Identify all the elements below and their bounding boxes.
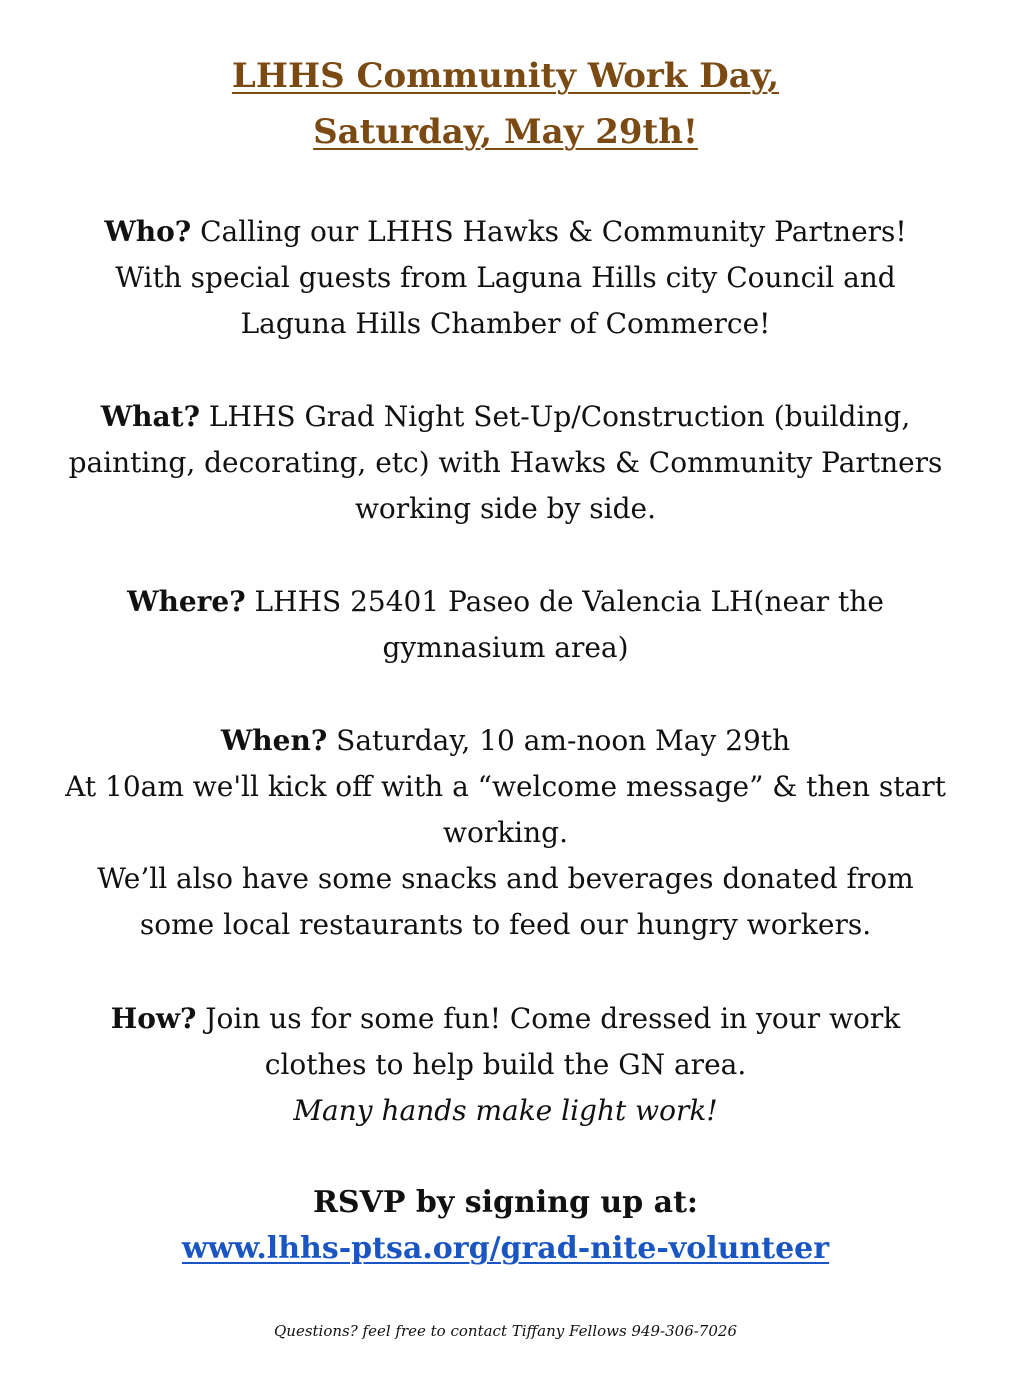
when-line-5: some local restaurants to feed our hungry workers. xyxy=(139,908,872,941)
how-line-1: Join us for some fun! Come dressed in your work xyxy=(196,1002,901,1035)
when-section xyxy=(20,718,991,948)
who-line-3: Laguna Hills Chamber of Commerce! xyxy=(240,307,771,340)
how-section xyxy=(20,996,991,1134)
who-label: Who? xyxy=(104,215,192,248)
when-label: When? xyxy=(220,724,328,757)
how-line-2: clothes to help build the GN area. xyxy=(264,1048,747,1081)
what-line-1: LHHS Grad Night Set-Up/Construction (building, xyxy=(200,400,911,433)
who-line-2: With special guests from Laguna Hills city Council and xyxy=(115,261,896,294)
how-label: How? xyxy=(110,1002,197,1035)
rsvp-section xyxy=(0,1180,1011,1272)
when-line-4: We’ll also have some snacks and beverages donated from xyxy=(97,862,914,895)
what-line-2: painting, decorating, etc) with Hawks & Community Partners xyxy=(68,446,943,479)
rsvp-text: RSVP by signing up at: xyxy=(312,1185,699,1220)
title-line-2: Saturday, May 29th! xyxy=(313,112,698,152)
page-title xyxy=(0,48,1011,160)
title-line-1: LHHS Community Work Day, xyxy=(231,56,780,96)
contact-footer: Questions? feel free to contact Tiffany Fellows 949-306-7026 xyxy=(273,1322,737,1340)
where-line-2: gymnasium area) xyxy=(382,631,629,664)
who-section xyxy=(20,209,991,347)
when-line-2: At 10am we'll kick off with a “welcome message” & then start xyxy=(65,770,946,803)
volunteer-signup-link[interactable]: www.lhhs-ptsa.org/grad-nite-volunteer xyxy=(181,1231,830,1266)
when-line-3: working. xyxy=(443,816,568,849)
what-label: What? xyxy=(100,400,201,433)
where-section xyxy=(20,579,991,671)
where-line-1: LHHS 25401 Paseo de Valencia LH(near the xyxy=(245,585,884,618)
who-line-1: Calling our LHHS Hawks & Community Partners! xyxy=(191,215,907,248)
how-tagline: Many hands make light work! xyxy=(293,1094,718,1127)
when-line-1: Saturday, 10 am-noon May 29th xyxy=(327,724,791,757)
what-line-3: working side by side. xyxy=(354,492,657,525)
what-section xyxy=(20,394,991,532)
where-label: Where? xyxy=(127,585,246,618)
